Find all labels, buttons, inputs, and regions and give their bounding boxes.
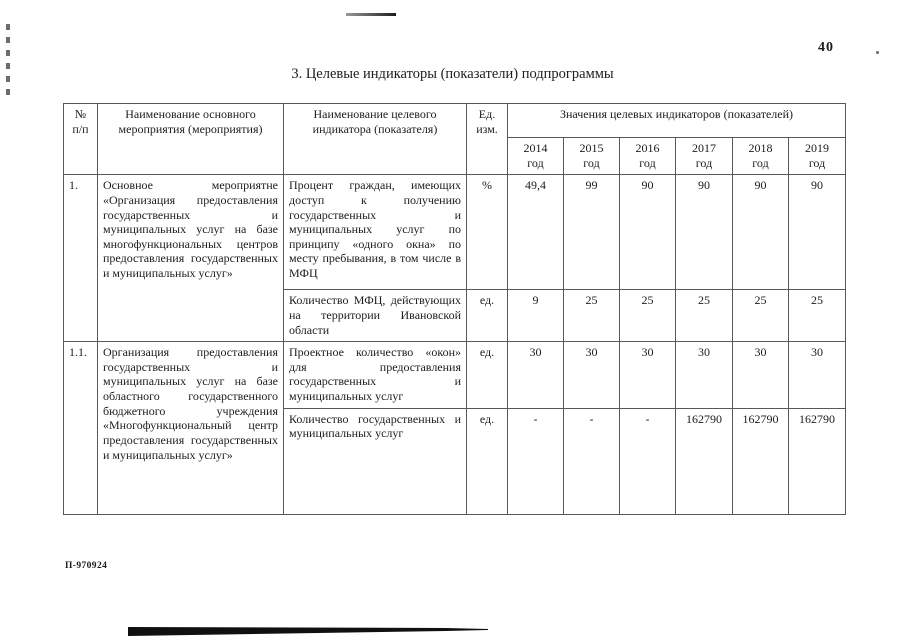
- value-cell: 90: [733, 175, 789, 290]
- year-word: год: [527, 155, 544, 170]
- year-word: год: [695, 155, 713, 170]
- value-cell: 25: [620, 290, 676, 342]
- col-header-year-2016: [620, 138, 676, 175]
- unit-cell: ед.: [467, 342, 508, 409]
- value-cell: 99: [564, 175, 620, 290]
- year-label: 2014: [523, 141, 548, 155]
- value-cell: 30: [789, 342, 846, 409]
- scan-artifact-left-dashes: [6, 24, 10, 98]
- value-cell: -: [508, 408, 564, 514]
- value-cell: 30: [564, 342, 620, 409]
- footer-document-code: П-970924: [65, 561, 108, 571]
- col-header-values-group: Значения целевых индикаторов (показателей): [508, 104, 846, 138]
- scan-artifact-bottom-line: [128, 625, 488, 637]
- unit-cell: %: [467, 175, 508, 290]
- value-cell: -: [620, 408, 676, 514]
- value-cell: 9: [508, 290, 564, 342]
- indicator-text: Количество государственных и муниципальных услуг: [284, 408, 467, 514]
- col-header-indicator: Наименование целевого индикатора (показателя): [284, 104, 467, 175]
- year-word: год: [752, 155, 769, 170]
- value-cell: 25: [676, 290, 733, 342]
- col-header-year-2018: [733, 138, 789, 175]
- measure-text: Основное мероприятне «Организация предоставления государственных и муниципальных услуг на базе многофункциональных центров предоставления государственных и муниципальных услуг»: [98, 175, 284, 342]
- year-label: 2015: [579, 141, 604, 155]
- row-number: 1.: [64, 175, 98, 342]
- year-word: год: [808, 155, 826, 170]
- value-cell: -: [564, 408, 620, 514]
- indicator-text: Проектное количество «окон» для предоставления государственных и муниципальных услуг: [284, 342, 467, 409]
- col-header-num: № п/п: [64, 104, 98, 175]
- value-cell: 162790: [733, 408, 789, 514]
- table-row: [64, 175, 846, 290]
- value-cell: 162790: [676, 408, 733, 514]
- value-cell: 30: [676, 342, 733, 409]
- unit-cell: ед.: [467, 408, 508, 514]
- value-cell: 90: [620, 175, 676, 290]
- col-header-year-2019: [789, 138, 846, 175]
- value-cell: 25: [564, 290, 620, 342]
- value-cell: 49,4: [508, 175, 564, 290]
- col-header-unit: Ед. изм.: [467, 104, 508, 175]
- value-cell: 30: [508, 342, 564, 409]
- measure-text: Организация предоставления государственных и муниципальных услуг на базе областного государственного бюджетного учреждения «Многофункциональный центр предоставления государственных и муниципальных услуг»: [98, 342, 284, 515]
- year-label: 2018: [748, 141, 773, 155]
- indicator-text: Количество МФЦ, действующих на территории Ивановской области: [284, 290, 467, 342]
- page-number: 40: [818, 40, 834, 55]
- value-cell: 25: [789, 290, 846, 342]
- scan-artifact-dot: [876, 51, 879, 54]
- value-cell: 30: [733, 342, 789, 409]
- page-title: 3. Целевые индикаторы (показатели) подпрограммы: [291, 66, 614, 82]
- year-word: год: [639, 155, 656, 170]
- unit-cell: ед.: [467, 290, 508, 342]
- col-header-year-2017: [676, 138, 733, 175]
- value-cell: 90: [676, 175, 733, 290]
- col-header-year-2015: [564, 138, 620, 175]
- year-label: 2017: [692, 141, 716, 155]
- value-cell: 25: [733, 290, 789, 342]
- table-row: [64, 342, 846, 409]
- scan-artifact-top-tick: [346, 13, 396, 16]
- year-word: год: [583, 155, 600, 170]
- col-header-year-2014: [508, 138, 564, 175]
- col-header-measure: Наименование основного мероприятия (мероприятия): [98, 104, 284, 175]
- year-label: 2019: [805, 141, 829, 155]
- indicators-table: [63, 103, 846, 515]
- year-label: 2016: [635, 141, 660, 155]
- indicator-text: Процент граждан, имеющих доступ к получению государственных и муниципальных услуг по принципу «одного окна» по месту пребывания, в том числе в МФЦ: [284, 175, 467, 290]
- value-cell: 90: [789, 175, 846, 290]
- value-cell: 162790: [789, 408, 846, 514]
- value-cell: 30: [620, 342, 676, 409]
- row-number: 1.1.: [64, 342, 98, 515]
